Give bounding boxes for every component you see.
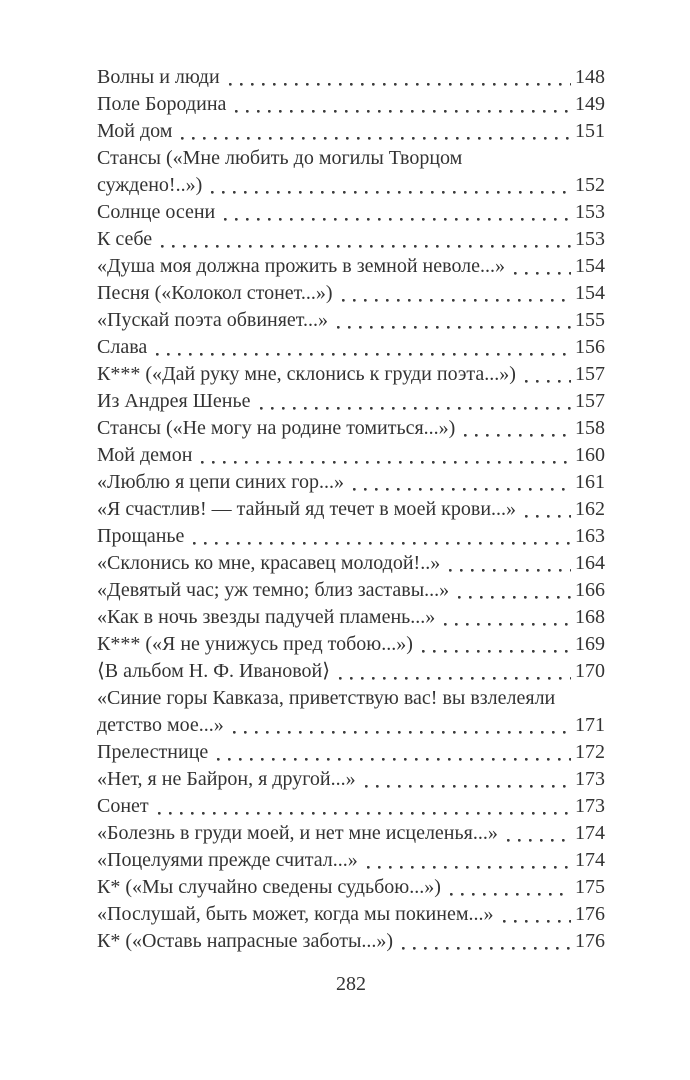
entry-page-number: 163 bbox=[575, 525, 605, 547]
entry-title: суждено!..») bbox=[97, 174, 203, 196]
entry-page-number: 153 bbox=[575, 228, 605, 250]
toc-entry-line bbox=[97, 334, 605, 361]
entry-title: Волны и люди bbox=[97, 66, 220, 88]
toc-entry-line bbox=[97, 415, 605, 442]
toc-entry-line bbox=[97, 631, 605, 658]
entry-title: Солнце осени bbox=[97, 201, 216, 223]
entry-page-number: 171 bbox=[575, 714, 605, 736]
entry-page-number: 174 bbox=[575, 849, 605, 871]
entry-title: К* («Оставь напрасные заботы...») bbox=[97, 930, 394, 952]
table-of-contents bbox=[97, 64, 605, 998]
dotted-leader bbox=[501, 901, 572, 928]
dotted-leader bbox=[199, 442, 571, 469]
entry-title: Поле Бородина bbox=[97, 93, 227, 115]
entry-page-number: 176 bbox=[575, 930, 605, 952]
dotted-leader bbox=[365, 847, 571, 874]
toc-entry-line bbox=[97, 91, 605, 118]
toc-entry-line bbox=[97, 793, 605, 820]
entry-title: К* («Мы случайно сведены судьбою...») bbox=[97, 876, 441, 898]
entry-title: Сонет bbox=[97, 795, 149, 817]
entry-page-number: 172 bbox=[575, 741, 605, 763]
dotted-leader bbox=[227, 64, 571, 91]
entry-page-number: 168 bbox=[575, 606, 605, 628]
toc-entry-line bbox=[97, 469, 605, 496]
entry-title: К*** («Дай руку мне, склонись к груди поэта...») bbox=[97, 363, 516, 385]
entry-title: Песня («Колокол стонет...») bbox=[97, 282, 333, 304]
entry-page-number: 173 bbox=[575, 768, 605, 790]
dotted-leader bbox=[456, 577, 571, 604]
toc-entry-line bbox=[97, 604, 605, 631]
dotted-leader bbox=[523, 496, 571, 523]
dotted-leader bbox=[337, 658, 571, 685]
toc-entry-line bbox=[97, 874, 605, 901]
dotted-leader bbox=[222, 199, 571, 226]
entry-title: «Нет, я не Байрон, я другой...» bbox=[97, 768, 356, 790]
toc-entry-line bbox=[97, 199, 605, 226]
entry-title: детство мое...» bbox=[97, 714, 224, 736]
toc-entry-line bbox=[97, 442, 605, 469]
toc-entry-line bbox=[97, 496, 605, 523]
toc-entry-line bbox=[97, 847, 605, 874]
toc-entry-line bbox=[97, 172, 605, 199]
toc-entry-line bbox=[97, 712, 605, 739]
dotted-leader bbox=[340, 280, 571, 307]
toc-entry-line bbox=[97, 64, 605, 91]
dotted-leader bbox=[363, 766, 571, 793]
entry-page-number: 175 bbox=[575, 876, 605, 898]
toc-entry-line bbox=[97, 901, 605, 928]
dotted-leader bbox=[400, 928, 571, 955]
entry-title: «Болезнь в груди моей, и нет мне исцеленья...» bbox=[97, 822, 498, 844]
entry-page-number: 160 bbox=[575, 444, 605, 466]
dotted-leader bbox=[156, 793, 571, 820]
dotted-leader bbox=[191, 523, 571, 550]
entry-page-number: 162 bbox=[575, 498, 605, 520]
toc-entry-line bbox=[97, 820, 605, 847]
toc-entry-line bbox=[97, 550, 605, 577]
toc-entry-line bbox=[97, 226, 605, 253]
toc-entry-line bbox=[97, 361, 605, 388]
toc-entry-line bbox=[97, 307, 605, 334]
dotted-leader bbox=[442, 604, 571, 631]
dotted-leader bbox=[335, 307, 571, 334]
entry-title: Мой демон bbox=[97, 444, 193, 466]
entry-title: «Послушай, быть может, когда мы покинем...» bbox=[97, 903, 494, 925]
toc-entry-line bbox=[97, 766, 605, 793]
dotted-leader bbox=[258, 388, 572, 415]
toc-entry-line bbox=[97, 118, 605, 145]
toc-entry-line bbox=[97, 685, 605, 712]
entry-title: «Синие горы Кавказа, приветствую вас! вы взлелеяли bbox=[97, 687, 556, 709]
entry-title: Из Андрея Шенье bbox=[97, 390, 251, 412]
entry-title: Прелестнице bbox=[97, 741, 209, 763]
dotted-leader bbox=[233, 91, 571, 118]
toc-list bbox=[97, 64, 605, 955]
entry-title: «Девятый час; уж темно; близ заставы...» bbox=[97, 579, 450, 601]
entry-title: ⟨В альбом Н. Ф. Ивановой⟩ bbox=[97, 660, 331, 682]
entry-page-number: 151 bbox=[575, 120, 605, 142]
dotted-leader bbox=[351, 469, 571, 496]
entry-title: Стансы («Мне любить до могилы Творцом bbox=[97, 147, 463, 169]
toc-entry-line bbox=[97, 253, 605, 280]
dotted-leader bbox=[179, 118, 571, 145]
entry-page-number: 170 bbox=[575, 660, 605, 682]
dotted-leader bbox=[523, 361, 571, 388]
entry-page-number: 158 bbox=[575, 417, 605, 439]
entry-page-number: 149 bbox=[575, 93, 605, 115]
dotted-leader bbox=[420, 631, 571, 658]
dotted-leader bbox=[215, 739, 571, 766]
entry-title: «Склонись ко мне, красавец молодой!..» bbox=[97, 552, 441, 574]
dotted-leader bbox=[447, 550, 571, 577]
entry-title: Стансы («Не могу на родине томиться...») bbox=[97, 417, 456, 439]
entry-title: «Пускай поэта обвиняет...» bbox=[97, 309, 329, 331]
toc-entry-line bbox=[97, 523, 605, 550]
entry-title: «Люблю я цепи синих гор...» bbox=[97, 471, 344, 493]
entry-page-number: 174 bbox=[575, 822, 605, 844]
entry-page-number: 155 bbox=[575, 309, 605, 331]
dotted-leader bbox=[505, 820, 571, 847]
entry-page-number: 157 bbox=[575, 390, 605, 412]
dotted-leader bbox=[154, 334, 571, 361]
toc-entry-line bbox=[97, 577, 605, 604]
entry-page-number: 173 bbox=[575, 795, 605, 817]
dotted-leader bbox=[512, 253, 571, 280]
entry-title: К*** («Я не унижусь пред тобою...») bbox=[97, 633, 413, 655]
dotted-leader bbox=[209, 172, 571, 199]
entry-page-number: 166 bbox=[575, 579, 605, 601]
toc-entry-line bbox=[97, 658, 605, 685]
entry-title: «Душа моя должна прожить в земной неволе...» bbox=[97, 255, 506, 277]
folio-page-number: 282 bbox=[336, 973, 366, 995]
entry-page-number: 164 bbox=[575, 552, 605, 574]
dotted-leader bbox=[462, 415, 571, 442]
entry-title: К себе bbox=[97, 228, 153, 250]
entry-page-number: 176 bbox=[575, 903, 605, 925]
entry-title: Мой дом bbox=[97, 120, 173, 142]
entry-page-number: 156 bbox=[575, 336, 605, 358]
entry-page-number: 161 bbox=[575, 471, 605, 493]
entry-page-number: 153 bbox=[575, 201, 605, 223]
entry-title: Прощанье bbox=[97, 525, 185, 547]
entry-title: «Я счастлив! — тайный яд течет в моей крови...» bbox=[97, 498, 517, 520]
entry-page-number: 154 bbox=[575, 282, 605, 304]
toc-entry-line bbox=[97, 928, 605, 955]
entry-title: «Поцелуями прежде считал...» bbox=[97, 849, 358, 871]
entry-page-number: 152 bbox=[575, 174, 605, 196]
entry-page-number: 169 bbox=[575, 633, 605, 655]
entry-page-number: 148 bbox=[575, 66, 605, 88]
toc-entry-line bbox=[97, 388, 605, 415]
entry-page-number: 154 bbox=[575, 255, 605, 277]
dotted-leader bbox=[448, 874, 571, 901]
entry-page-number: 157 bbox=[575, 363, 605, 385]
toc-entry-line bbox=[97, 280, 605, 307]
entry-title: Слава bbox=[97, 336, 148, 358]
toc-entry-line bbox=[97, 739, 605, 766]
toc-entry-line bbox=[97, 145, 605, 172]
dotted-leader bbox=[159, 226, 571, 253]
dotted-leader bbox=[231, 712, 571, 739]
entry-title: «Как в ночь звезды падучей пламень...» bbox=[97, 606, 436, 628]
